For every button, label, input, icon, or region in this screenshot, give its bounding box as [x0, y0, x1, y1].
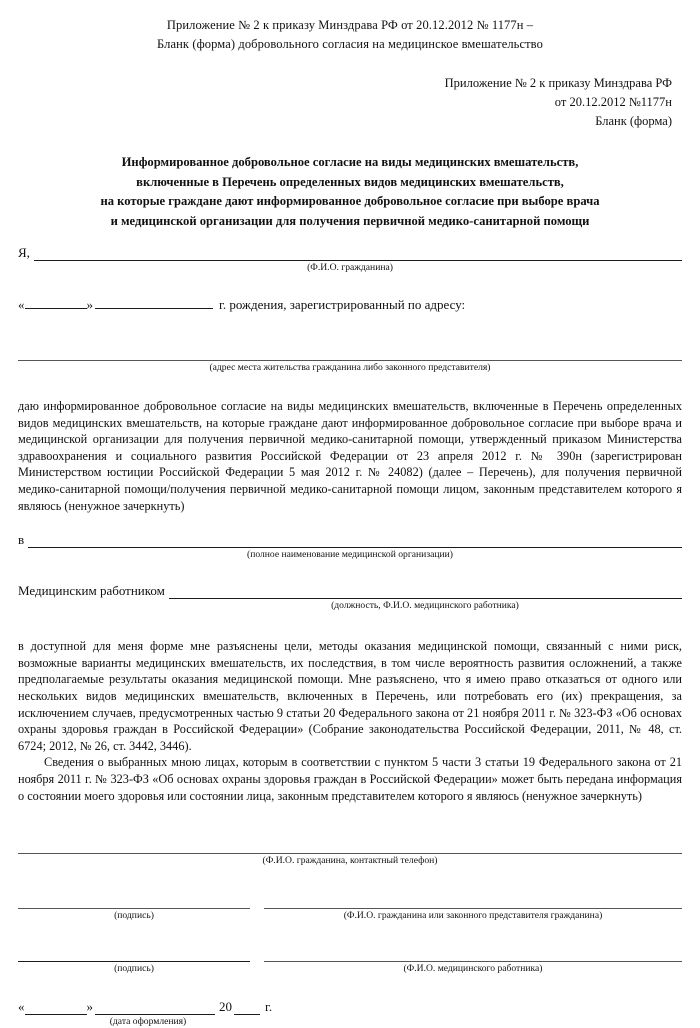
citizen-signature-block [18, 895, 250, 922]
address-block [18, 347, 682, 374]
consent-paragraph-2: в доступной для меня форме мне разъяснены цели, методы оказания медицинской помощи, связанный с ними риск, возможные варианты медицинских вмешательств, их последствия, в том числе вероятность развития осложнений, а также предполагаемые результаты оказания медицинской помощи. Мне разъяснено, что я имею право отказаться от одного или нескольких видов медицинских вмешательств, включенных в Перечень, или потребовать его (их) прекращения, за исключением случаев, предусмотренных частью 9 статьи 20 Федерального закона от 21 ноября 2011 г. № 323-ФЗ «Об основах охраны здоровья граждан в Российской Федерации» (Собрание законодательства Российской Федерации, 2011, № 48, ст. 6724; 2012, № 26, ст. 3442, 3446). [18, 639, 682, 753]
birth-day-input[interactable] [25, 296, 87, 309]
birth-quote-close: » [86, 297, 93, 312]
contact-input[interactable] [18, 840, 682, 854]
citizen-signature-caption: (подпись) [114, 910, 154, 922]
address-input[interactable] [18, 347, 682, 361]
medical-worker-signature-block [18, 948, 250, 975]
date-day-input[interactable] [25, 1002, 87, 1015]
header-reference-line-2: от 20.12.2012 №1177н [554, 95, 672, 109]
organization-input[interactable] [28, 534, 682, 548]
citizen-signature-row [18, 895, 682, 922]
date-caption: (дата оформления) [109, 1016, 187, 1028]
consent-paragraph-3: Сведения о выбранных мною лицах, которым в соответствии с пунктом 5 части 3 статьи 19 Федерального закона от 21 ноября 2011 г. № 323-ФЗ «Об основах охраны здоровья граждан в Российской Федерации» может быть передана информация о состоянии моего здоровья или состоянии лица, законным представителем которого я являюсь (ненужное зачеркнуть) [18, 755, 682, 803]
header-note-line-1: Приложение № 2 к приказу Минздрава РФ от 20.12.2012 № 1177н – [166, 18, 534, 32]
page-title-line-4: и медицинской организации для получения первичной медико-санитарной помощи [110, 213, 590, 228]
consent-paragraph-1-block [18, 398, 682, 514]
medical-worker-caption: (должность, Ф.И.О. медицинского работника) [331, 600, 519, 612]
medical-worker-signature-row [18, 948, 682, 975]
page-title-line-1: Информированное добровольное согласие на виды медицинских вмешательств, [121, 155, 579, 169]
header-note-line-2: Бланк (форма) добровольного согласия на медицинское вмешательство [157, 37, 543, 51]
organization-caption: (полное наименование медицинской организации) [247, 549, 453, 561]
medical-worker-block [18, 583, 682, 612]
citizen-fullname-block [264, 895, 682, 922]
date-year-suffix: г. [265, 999, 273, 1015]
header-reference-line-1: Приложение № 2 к приказу Минздрава РФ [444, 76, 672, 90]
citizen-fullname-caption: (Ф.И.О. гражданина или законного представителя гражданина) [343, 910, 603, 922]
medical-worker-input[interactable] [169, 585, 682, 599]
page-title [18, 153, 682, 231]
page-title-line-3: на которые граждане дают информированное добровольное согласие при выборе врача [100, 194, 600, 208]
organization-label: в [18, 532, 25, 548]
medical-worker-fullname-caption: (Ф.И.О. медицинского работника) [403, 963, 543, 975]
date-block [18, 999, 682, 1028]
date-month-input[interactable] [95, 1002, 215, 1015]
header-reference-line-3: Бланк (форма) [595, 114, 672, 128]
citizen-name-caption: (Ф.И.О. гражданина) [307, 262, 393, 273]
citizen-name-input[interactable] [34, 247, 682, 261]
organization-block [18, 532, 682, 561]
citizen-signature-input[interactable] [18, 895, 250, 909]
citizen-name-label: Я, [18, 245, 30, 260]
medical-worker-fullname-input[interactable] [264, 948, 682, 962]
header-reference [18, 74, 682, 131]
medical-worker-label: Медицинским работником [18, 583, 165, 599]
contact-caption: (Ф.И.О. гражданина, контактный телефон) [262, 855, 438, 867]
date-year-prefix: 20 [219, 999, 232, 1015]
birth-year-input[interactable] [95, 296, 213, 309]
address-caption: (адрес места жительства гражданина либо законного представителя) [209, 362, 491, 373]
medical-worker-signature-input[interactable] [18, 948, 250, 962]
birth-registration-block [18, 296, 682, 313]
consent-paragraph-2-block [18, 638, 682, 804]
citizen-name-block [18, 245, 682, 274]
medical-worker-fullname-block [264, 948, 682, 975]
medical-worker-signature-caption: (подпись) [114, 963, 154, 975]
consent-paragraph-1: даю информированное добровольное согласие на виды медицинских вмешательств, включенные в Перечень определенных видов медицинских вмешательств, на которые граждане дают информированное добровольное согласие при выборе врача и медицинской организации для получения первичной медико-санитарной помощи, утвержденный приказом Министерства здравоохранения и социального развития Российской Федерации от 23 апреля 2012 г. № 390н (зарегистрирован Министерством юстиции Российской Федерации 5 мая 2012 г. № 24082) (далее – Перечень), для получения первичной медико-санитарной помощи/получения первичной медико-санитарной помощи лицом, законным представителем которого я являюсь (ненужное зачеркнуть) [18, 399, 682, 513]
birth-registration-text: г. рождения, зарегистрированный по адресу: [219, 297, 466, 312]
citizen-fullname-input[interactable] [264, 895, 682, 909]
date-quote-open: « [18, 999, 25, 1015]
page-title-line-2: включенные в Перечень определенных видов медицинских вмешательств, [136, 174, 564, 189]
date-year-input[interactable] [234, 1002, 260, 1015]
header-note [18, 0, 682, 54]
contact-block [18, 840, 682, 867]
birth-quote-open: « [18, 297, 25, 312]
date-quote-close: » [86, 999, 93, 1015]
